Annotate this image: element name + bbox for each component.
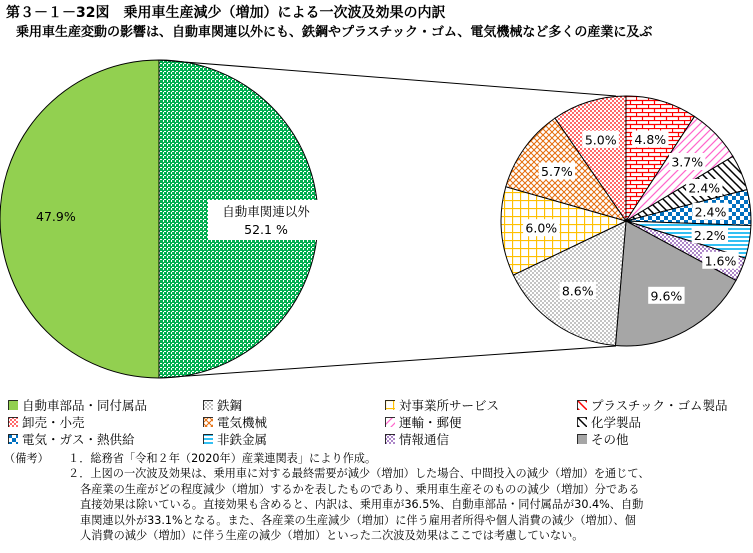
notes-head: （備考） bbox=[4, 452, 49, 465]
legend-swatch bbox=[8, 417, 18, 427]
slice-label: 5.0% bbox=[584, 132, 617, 148]
legend-swatch bbox=[577, 434, 587, 444]
chart-subtitle: 乗用車生産変動の影響は、自動車関連以外にも、鉄鋼やプラスチック・ゴム、電気機械など多くの産業に及ぶ bbox=[16, 25, 653, 40]
note-line: 各産業の生産がどの程度減少（増加）するかを表したものであり、乗用車生産そのものの減少（増加）分である bbox=[80, 482, 640, 496]
note-line: 車関連以外が33.1%となる。また、各産業の生産減少（増加）に伴う雇用者所得や個人消費の減少（増加）、個 bbox=[80, 513, 636, 527]
slice-name: 自動車関連以外 bbox=[222, 204, 310, 219]
note-line: 直接効果は除いている。直接効果も含めると、内訳は、乗用車が36.5%、自動車部品・同付属品が30.4%、自動 bbox=[80, 498, 644, 512]
slice-label: 3.7% bbox=[671, 154, 704, 170]
legend-item bbox=[203, 430, 267, 448]
legend-swatch bbox=[385, 417, 395, 427]
legend-item bbox=[203, 396, 242, 414]
slice-label: 9.6% bbox=[650, 288, 683, 304]
legend-item bbox=[577, 413, 641, 431]
legend-item bbox=[577, 430, 629, 448]
slice-label: 2.4% bbox=[694, 204, 727, 220]
legend-label: 化学製品 bbox=[591, 415, 642, 430]
note-line: １．総務省「令和２年（2020年）産業連関表」により作成。 bbox=[68, 452, 377, 465]
slice-label-group bbox=[632, 131, 668, 148]
legend-item bbox=[385, 413, 462, 431]
slice-label: 8.6% bbox=[561, 283, 594, 299]
legend-swatch bbox=[203, 417, 213, 427]
slice-label-group bbox=[523, 219, 559, 236]
legend-label: 卸売・小売 bbox=[22, 415, 85, 430]
legend-label: 自動車部品・同付属品 bbox=[22, 398, 148, 413]
slice-label: 5.7% bbox=[541, 164, 573, 179]
slice-label-group bbox=[648, 287, 684, 304]
legend-swatch bbox=[385, 400, 395, 410]
legend-label: 非鉄金属 bbox=[217, 432, 268, 447]
chart-title: 第３－１－32図 乗用車生産減少（増加）による一次波及効果の内訳 bbox=[6, 5, 446, 21]
legend-item bbox=[203, 413, 267, 431]
slice-label-group bbox=[583, 131, 619, 148]
legend-label: 運輸・郵便 bbox=[399, 415, 462, 430]
slice-label-group bbox=[669, 153, 705, 170]
pie-slice-slice-0 bbox=[0, 60, 159, 378]
slice-label-group bbox=[692, 226, 728, 243]
slice-label: 52.1 % bbox=[244, 222, 288, 237]
legend-label: その他 bbox=[591, 432, 629, 447]
legend-label: 対事業所サービス bbox=[399, 398, 500, 413]
note-line: 人消費の減少（増加）に伴う生産の減少（増加）といった二次波及効果はここでは考慮していない。 bbox=[80, 529, 584, 542]
legend-label: 電気機械 bbox=[217, 415, 268, 430]
slice-label-group bbox=[692, 203, 728, 220]
slice-label-group bbox=[539, 163, 575, 180]
slice-label-group bbox=[686, 179, 722, 196]
slice-label-box bbox=[208, 200, 325, 240]
legend-swatch bbox=[203, 434, 213, 444]
slice-label: 4.8% bbox=[634, 132, 667, 147]
legend-swatch bbox=[203, 400, 213, 410]
legend-swatch bbox=[577, 400, 587, 410]
legend-swatch bbox=[385, 434, 395, 444]
slice-label: 6.0% bbox=[525, 220, 558, 236]
slice-label-group bbox=[702, 252, 738, 269]
legend-label: 電気・ガス・熱供給 bbox=[22, 432, 135, 447]
note-line: ２．上図の一次波及効果は、乗用車に対する最終需要が減少（増加）した場合、中間投入の減少（増加）を通じて、 bbox=[68, 467, 650, 481]
legend-item bbox=[577, 396, 728, 414]
slice-label: 47.9% bbox=[36, 209, 76, 224]
legend-item bbox=[385, 430, 449, 448]
legend-item bbox=[8, 413, 85, 431]
slice-label: 1.6% bbox=[704, 253, 737, 269]
legend-swatch bbox=[8, 400, 18, 410]
slice-label-group bbox=[560, 282, 596, 299]
legend-label: 鉄鋼 bbox=[217, 398, 243, 413]
slice-label: 2.2% bbox=[693, 227, 726, 243]
legend-label: プラスチック・ゴム製品 bbox=[591, 398, 728, 413]
legend-label: 情報通信 bbox=[399, 432, 450, 447]
legend-swatch bbox=[577, 417, 587, 427]
legend-item bbox=[385, 396, 499, 414]
slice-label: 2.4% bbox=[688, 180, 721, 196]
legend-item bbox=[8, 430, 135, 448]
legend-item bbox=[8, 396, 147, 414]
legend-swatch bbox=[8, 434, 18, 444]
